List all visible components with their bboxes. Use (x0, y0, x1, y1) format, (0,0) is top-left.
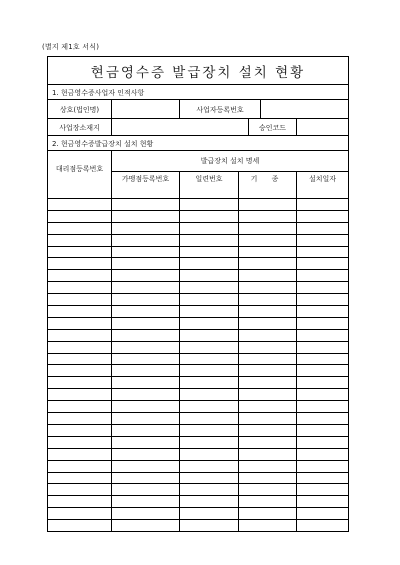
table-row[interactable] (48, 246, 348, 247)
table-row[interactable] (48, 460, 348, 461)
table-row[interactable] (48, 293, 348, 294)
table-row[interactable] (48, 317, 348, 318)
business-address-label: 사업장소재지 (59, 123, 100, 132)
table-row[interactable] (48, 353, 348, 354)
approval-code-field[interactable] (296, 119, 348, 136)
form-frame (47, 56, 349, 532)
table-row[interactable] (48, 281, 348, 282)
column-header-merchant-reg-no: 가맹점등록번호 (111, 171, 179, 187)
table-row[interactable] (48, 257, 348, 258)
column-divider (111, 186, 112, 531)
device-detail-header: 발급장치 설치 명세 (111, 151, 348, 171)
table-row[interactable] (48, 507, 348, 508)
table-row[interactable] (48, 364, 348, 365)
table-row[interactable] (48, 388, 348, 389)
table-row[interactable] (48, 436, 348, 437)
page-title: 현금영수증 발급장치 설치 현황 (48, 57, 348, 85)
table-row[interactable] (48, 495, 348, 496)
table-row[interactable] (48, 472, 348, 473)
column-header-install-date: 설치일자 (296, 171, 348, 187)
info-row-2 (48, 118, 348, 136)
section2-heading: 2. 현금영수증발급장치 설치 현황 (52, 140, 154, 148)
trade-name-label: 상호(법인명) (59, 105, 100, 114)
table-row[interactable] (48, 376, 348, 377)
table-row[interactable] (48, 329, 348, 330)
business-reg-no-field[interactable] (260, 100, 348, 119)
table-row[interactable] (48, 341, 348, 342)
trade-name-field[interactable] (111, 100, 179, 119)
column-divider (238, 186, 239, 531)
table-row[interactable] (48, 269, 348, 270)
column-divider (179, 186, 180, 531)
device-table-header (48, 150, 348, 187)
business-reg-no-label: 사업자등록번호 (179, 100, 260, 119)
agency-reg-no-header: 대리점등록번호 (55, 165, 104, 173)
table-row[interactable] (48, 210, 348, 211)
info-row-1 (48, 99, 348, 119)
table-row[interactable] (48, 400, 348, 401)
section1-heading: 1. 현금영수증사업자 인적사항 (52, 89, 145, 97)
table-row[interactable] (48, 448, 348, 449)
device-table-body (48, 186, 348, 531)
column-header-serial-no: 일련번호 (179, 171, 238, 187)
section-divider (48, 135, 348, 136)
table-row[interactable] (48, 234, 348, 235)
table-row[interactable] (48, 222, 348, 223)
business-address-field[interactable] (111, 119, 248, 136)
column-divider (296, 186, 297, 531)
column-header-model: 기 종 (238, 171, 296, 187)
table-row[interactable] (48, 412, 348, 413)
table-row[interactable] (48, 519, 348, 520)
table-row[interactable] (48, 483, 348, 484)
table-row[interactable] (48, 305, 348, 306)
approval-code-label: 승인코드 (248, 119, 296, 136)
form-label: (별지 제1호 서식) (42, 43, 100, 51)
table-row[interactable] (48, 424, 348, 425)
table-row[interactable] (48, 198, 348, 199)
